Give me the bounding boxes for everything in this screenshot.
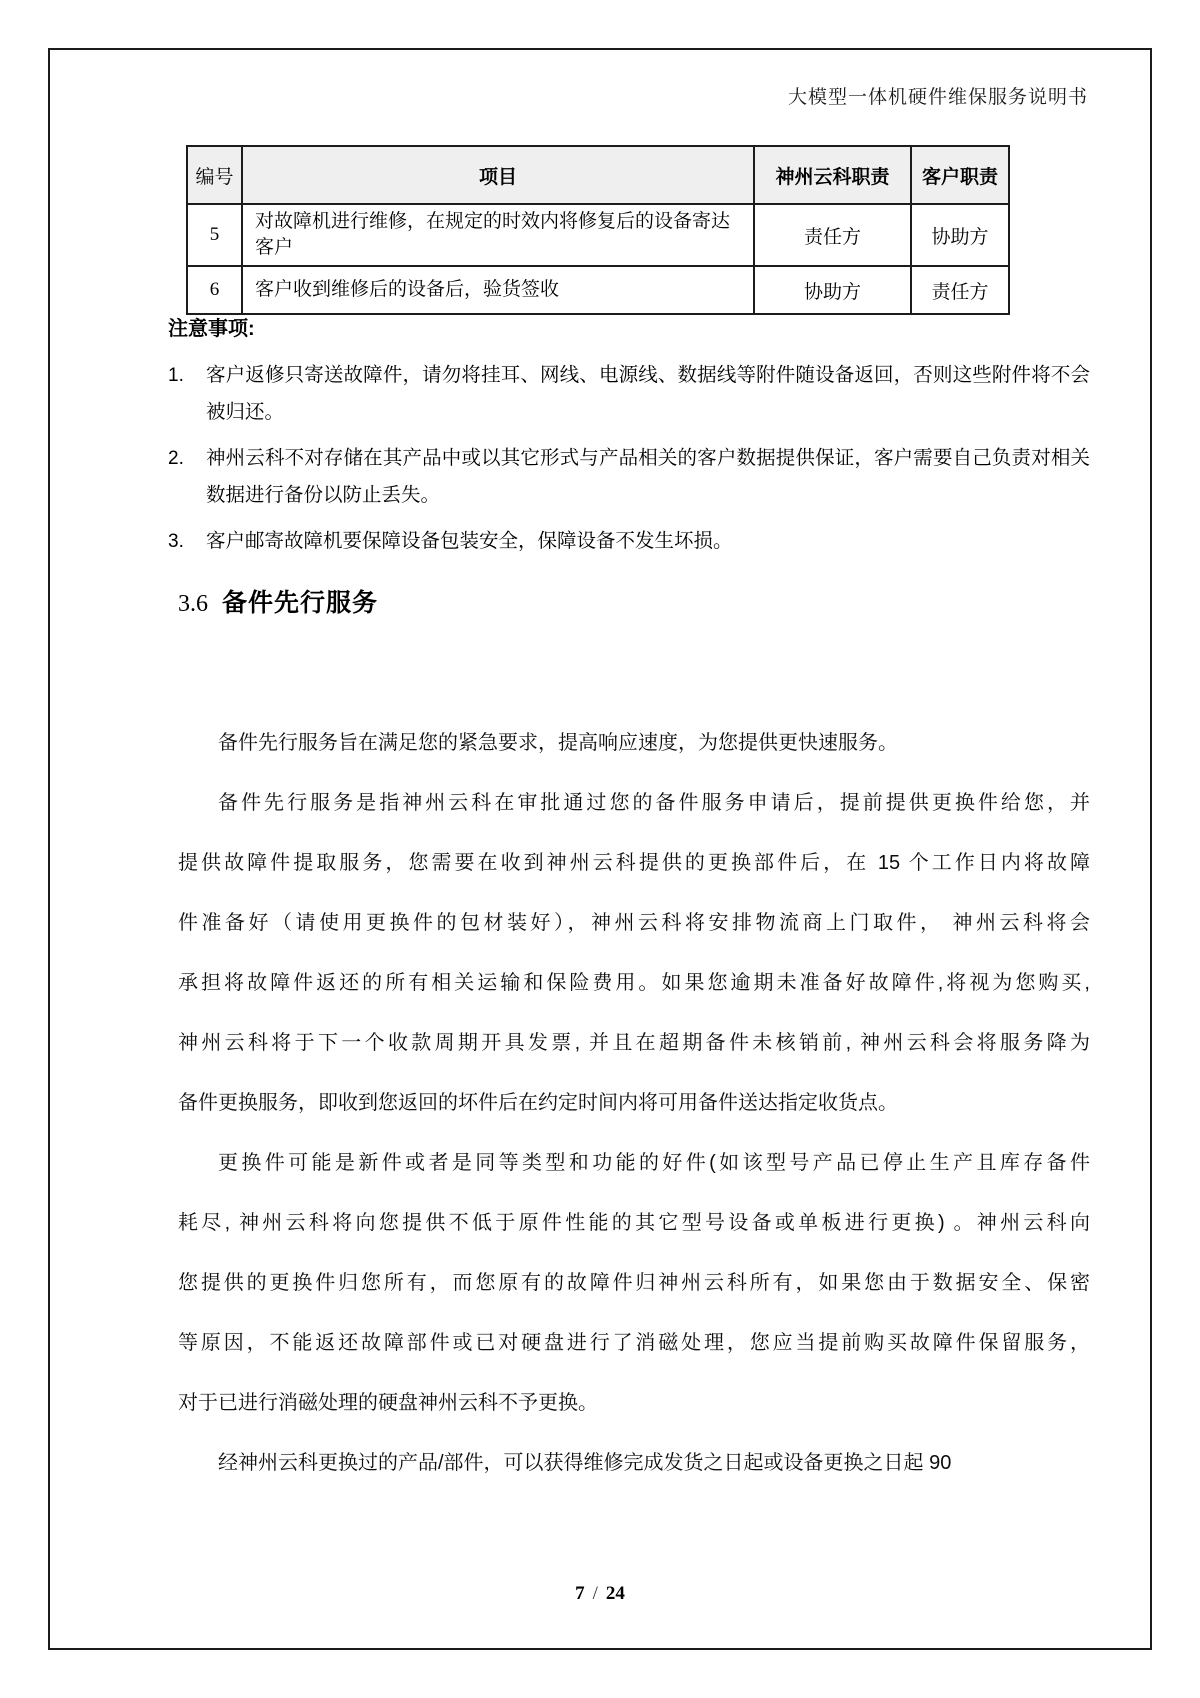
list-item-text: 神州云科不对存储在其产品中或以其它形式与产品相关的客户数据提供保证，客户需要自己负责对相关数据进行备份以防止丢失。 (206, 447, 1090, 506)
paragraph-line: 承担将故障件返还的所有相关运输和保险费用。如果您逾期未准备好故障件,将视为您购买, (178, 972, 1090, 994)
list-item-number: 3. (168, 531, 184, 552)
paragraph-line: 耗尽, 神州云科将向您提供不低于原件性能的其它型号设备或单板进行更换) 。神州云科向 (178, 1212, 1090, 1234)
header-title: 大模型一体机硬件维保服务说明书 (787, 87, 1088, 108)
section-heading (178, 583, 378, 619)
list-item (168, 440, 1090, 514)
paragraph-line: 等原因，不能返还故障部件或已对硬盘进行了消磁处理，您应当提前购买故障件保留服务， (178, 1332, 1090, 1354)
list-item-number: 1. (168, 365, 184, 386)
notes-section (168, 312, 1090, 569)
list-item-number: 2. (168, 448, 184, 469)
paragraph-line: 备件更换服务，即收到您返回的坏件后在约定时间内将可用备件送达指定收货点。 (178, 1092, 898, 1114)
page-footer (0, 1583, 1200, 1605)
table-header-vendor-role: 神州云科职责 (754, 146, 911, 204)
table-row (187, 266, 1009, 314)
table-row (187, 204, 1009, 266)
paragraph-line: 提供故障件提取服务，您需要在收到神州云科提供的更换部件后，在 15 个工作日内将故障 (178, 852, 1090, 874)
table-header-row (187, 146, 1009, 204)
row-number: 5 (187, 204, 242, 266)
list-item-text: 客户返修只寄送故障件，请勿将挂耳、网线、电源线、数据线等附件随设备返回，否则这些附件将不会被归还。 (206, 364, 1090, 423)
row-number: 6 (187, 266, 242, 314)
list-item (168, 523, 1090, 560)
paragraph-line: 神州云科将于下一个收款周期开具发票, 并且在超期备件未核销前, 神州云科会将服务降为 (178, 1032, 1090, 1054)
list-item (168, 357, 1090, 431)
table-header-no: 编号 (187, 146, 242, 204)
paragraph-line: 件准备好（请使用更换件的包材装好），神州云科将安排物流商上门取件， 神州云科将会 (178, 912, 1090, 934)
row-customer-role: 协助方 (911, 204, 1009, 266)
row-item: 对故障机进行维修，在规定的时效内将修复后的设备寄达客户 (242, 204, 754, 266)
section-body (178, 713, 1090, 1493)
row-item: 客户收到维修后的设备后，验货签收 (242, 266, 754, 314)
paragraph-line: 更换件可能是新件或者是同等类型和功能的好件(如该型号产品已停止生产且库存备件 (218, 1152, 1090, 1174)
table-header-customer-role: 客户职责 (911, 146, 1009, 204)
paragraph-line: 备件先行服务旨在满足您的紧急要求，提高响应速度，为您提供更快速服务。 (218, 732, 898, 754)
section-title: 备件先行服务 (222, 589, 379, 617)
paragraph-line: 对于已进行消磁处理的硬盘神州云科不予更换。 (178, 1392, 598, 1414)
responsibility-table (186, 145, 1010, 315)
row-customer-role: 责任方 (911, 266, 1009, 314)
page-number-total: 24 (605, 1583, 625, 1604)
list-item-text: 客户邮寄故障机要保障设备包装安全，保障设备不发生坏损。 (206, 530, 733, 552)
section-number: 3.6 (178, 591, 208, 617)
paragraph-line: 备件先行服务是指神州云科在审批通过您的备件服务申请后，提前提供更换件给您，并 (218, 792, 1090, 814)
page-number-current: 7 (575, 1583, 585, 1604)
row-vendor-role: 责任方 (754, 204, 911, 266)
paragraph-line: 经神州云科更换过的产品/部件，可以获得维修完成发货之日起或设备更换之日起 90 (218, 1452, 952, 1474)
table-header-item: 项目 (242, 146, 754, 204)
row-vendor-role: 协助方 (754, 266, 911, 314)
paragraph-line: 您提供的更换件归您所有，而您原有的故障件归神州云科所有，如果您由于数据安全、保密 (178, 1272, 1090, 1294)
notes-title: 注意事项: (168, 318, 255, 340)
page-number-separator: / (592, 1583, 598, 1604)
